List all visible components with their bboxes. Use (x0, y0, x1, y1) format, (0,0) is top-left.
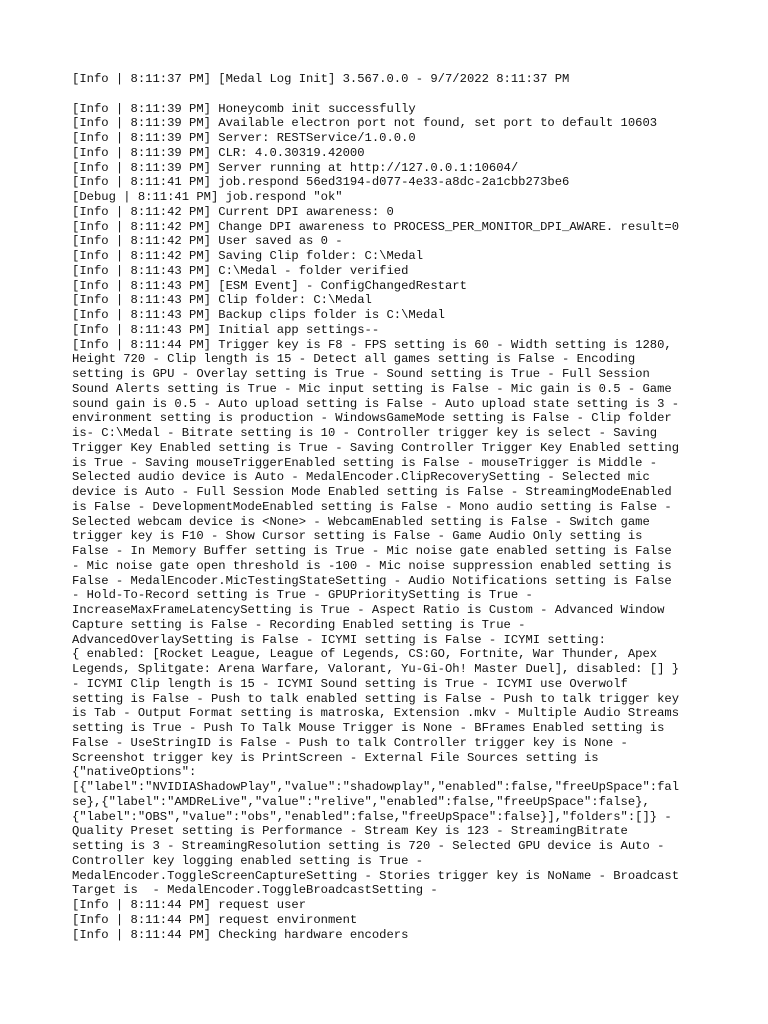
log-line: Height 720 - Clip length is 15 - Detect all games setting is False - Encoding (72, 352, 636, 367)
log-line: [Info | 8:11:44 PM] Trigger key is F8 - FPS setting is 60 - Width setting is 1280, (72, 337, 672, 352)
log-line: [Info | 8:11:44 PM] Checking hardware encoders (72, 927, 409, 942)
log-line: Sound Alerts setting is True - Mic input setting is False - Mic gain is 0.5 - Game (72, 381, 672, 396)
log-line: [Info | 8:11:43 PM] Backup clips folder is C:\Medal (72, 308, 445, 322)
log-line: [Debug | 8:11:41 PM] job.respond "ok" (72, 190, 343, 204)
log-line: [Info | 8:11:44 PM] request environment (72, 912, 358, 927)
log-line: Target is - MedalEncoder.ToggleBroadcastSetting - (72, 883, 438, 898)
log-line: [Info | 8:11:43 PM] C:\Medal - folder verified (72, 263, 409, 278)
log-line: Legends, Splitgate: Arena Warfare, Valorant, Yu-Gi-Oh! Master Duel], disabled: [] } (72, 662, 680, 676)
log-document (72, 72, 700, 942)
log-line: Trigger Key Enabled setting is True - Saving Controller Trigger Key Enabled setting (72, 440, 680, 455)
log-line: [Info | 8:11:37 PM] [Medal Log Init] 3.567.0.0 - 9/7/2022 8:11:37 PM (72, 72, 570, 86)
log-line: is False - DevelopmentModeEnabled setting is False - Mono audio setting is False - (72, 499, 672, 514)
log-line: False - UseStringID is False - Push to talk Controller trigger key is None - (72, 735, 628, 750)
log-line: [{"label":"NVIDIAShadowPlay","value":"shadowplay","enabled":false,"freeUpSpace":fal (72, 780, 680, 794)
log-line: Selected webcam device is <None> - WebcamEnabled setting is False - Switch game (72, 514, 650, 529)
log-line: [Info | 8:11:42 PM] Current DPI awareness: 0 (72, 204, 394, 219)
log-line: Quality Preset setting is Performance - Stream Key is 123 - StreamingBitrate (72, 824, 628, 839)
log-line: [Info | 8:11:42 PM] Saving Clip folder: C:\Medal (72, 249, 424, 263)
log-line: [Info | 8:11:43 PM] Clip folder: C:\Medal (72, 293, 372, 308)
log-line: False - MedalEncoder.MicTestingStateSetting - Audio Notifications setting is False (72, 573, 672, 588)
log-line: device is Auto - Full Session Mode Enabled setting is False - StreamingModeEnabled (72, 485, 672, 499)
log-line: is Tab - Output Format setting is matroska, Extension .mkv - Multiple Audio Streams (72, 706, 680, 721)
log-line: {"label":"OBS","value":"obs","enabled":false,"freeUpSpace":false}],"folders":[]} - (72, 809, 672, 824)
log-line: [Info | 8:11:39 PM] Honeycomb init successfully (72, 101, 416, 116)
log-blank-line (72, 87, 700, 102)
log-line: {"nativeOptions": (72, 765, 197, 780)
log-line: { enabled: [Rocket League, League of Legends, CS:GO, Fortnite, War Thunder, Apex (72, 647, 658, 662)
log-line: Controller key logging enabled setting is True - (72, 853, 424, 868)
log-line: is- C:\Medal - Bitrate setting is 10 - Controller trigger key is select - Saving (72, 426, 658, 440)
log-line: [Info | 8:11:44 PM] request user (72, 898, 307, 912)
log-line: is True - Saving mouseTriggerEnabled setting is False - mouseTrigger is Middle - (72, 455, 658, 470)
log-line: setting is 3 - StreamingResolution setting is 720 - Selected GPU device is Auto - (72, 839, 665, 853)
log-line: trigger key is F10 - Show Cursor setting is False - Game Audio Only setting is (72, 529, 643, 544)
log-line: [Info | 8:11:39 PM] Server: RESTService/1.0.0.0 (72, 131, 416, 145)
log-line: - Mic noise gate open threshold is -100 - Mic noise suppression enabled setting is (72, 558, 672, 573)
log-line: - Hold-To-Record setting is True - GPUPrioritySetting is True - (72, 588, 533, 603)
log-line: sound gain is 0.5 - Auto upload setting is False - Auto upload state setting is 3 - (72, 396, 680, 411)
log-line: [Info | 8:11:39 PM] Server running at http://127.0.0.1:10604/ (72, 160, 519, 175)
log-line: se},{"label":"AMDReLive","value":"relive","enabled":false,"freeUpSpace":false}, (72, 794, 650, 809)
log-line: [Info | 8:11:39 PM] CLR: 4.0.30319.42000 (72, 145, 365, 160)
log-line: setting is False - Push to talk enabled setting is False - Push to talk trigger key (72, 691, 680, 706)
log-line: setting is True - Push To Talk Mouse Trigger is None - BFrames Enabled setting is (72, 721, 665, 735)
log-line: IncreaseMaxFrameLatencySetting is True - Aspect Ratio is Custom - Advanced Window (72, 603, 665, 617)
log-line: Capture setting is False - Recording Enabled setting is True - (72, 617, 526, 632)
log-line: [Info | 8:11:43 PM] [ESM Event] - ConfigChangedRestart (72, 278, 467, 293)
log-line: [Info | 8:11:42 PM] Change DPI awareness to PROCESS_PER_MONITOR_DPI_AWARE. result=0 (72, 219, 680, 234)
log-line: [Info | 8:11:39 PM] Available electron port not found, set port to default 10603 (72, 116, 658, 131)
log-line: [Info | 8:11:43 PM] Initial app settings-- (72, 322, 380, 337)
log-line: - ICYMI Clip length is 15 - ICYMI Sound setting is True - ICYMI use Overwolf (72, 676, 628, 691)
log-line: setting is GPU - Overlay setting is True - Sound setting is True - Full Session (72, 367, 650, 381)
log-line: MedalEncoder.ToggleScreenCaptureSetting - Stories trigger key is NoName - Broadcast (72, 868, 680, 883)
log-line: False - In Memory Buffer setting is True - Mic noise gate enabled setting is False (72, 544, 672, 558)
log-line: Screenshot trigger key is PrintScreen - External File Sources setting is (72, 750, 599, 765)
log-line: Selected audio device is Auto - MedalEncoder.ClipRecoverySetting - Selected mic (72, 470, 650, 485)
log-line: environment setting is production - WindowsGameMode setting is False - Clip folder (72, 411, 672, 426)
log-line: AdvancedOverlaySetting is False - ICYMI setting is False - ICYMI setting: (72, 632, 606, 647)
log-line: [Info | 8:11:42 PM] User saved as 0 - (72, 234, 343, 249)
log-line: [Info | 8:11:41 PM] job.respond 56ed3194-d077-4e33-a8dc-2a1cbb273be6 (72, 175, 570, 190)
